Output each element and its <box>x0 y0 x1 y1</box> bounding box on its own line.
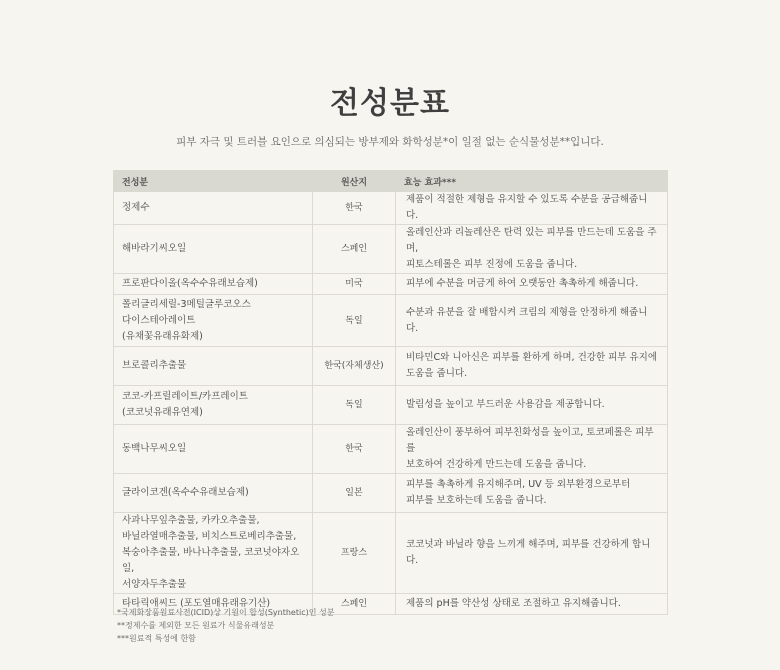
ingredient-name-line: 코코-카프릴레이트/카프레이트 <box>122 391 248 402</box>
ingredient-origin: 미국 <box>313 274 396 295</box>
ingredient-name-line: 폴리글리세릴-3메틸글루코오스 <box>122 298 251 310</box>
ingredient-effect-line: 코코넛과 바닐라 향을 느끼게 해주며, 피부를 건강하게 합니다. <box>406 539 651 566</box>
ingredient-effect-line: 제품이 적절한 제형을 유지할 수 있도록 수분을 공급해줍니다. <box>406 194 648 221</box>
ingredient-effect-line: 도움을 줍니다. <box>406 368 468 379</box>
table-row <box>114 274 668 295</box>
ingredient-origin: 한국(자체생산) <box>313 347 396 386</box>
ingredient-name-line: 다이스테아레이트 <box>122 314 196 326</box>
ingredient-effect-line: 피부를 보호하는데 도움을 줍니다. <box>406 495 547 506</box>
ingredient-name <box>114 386 313 425</box>
ingredient-effect <box>396 386 668 425</box>
table-row <box>114 386 668 425</box>
ingredient-effect-line: 제품의 pH를 약산성 상태로 조절하고 유지해줍니다. <box>406 598 621 609</box>
ingredient-name-line: 사과나무잎추출물, 카카오추출물, <box>122 515 260 526</box>
ingredient-effect <box>396 225 668 274</box>
table-row <box>114 513 668 594</box>
ingredient-name-line: 동백나무씨오일 <box>122 443 187 454</box>
ingredient-name-line: (코코넛유래유연제) <box>122 407 203 418</box>
ingredient-effect-line: 올레인산과 리놀레산은 탄력 있는 피부를 만드는데 도움을 주며, <box>406 227 657 254</box>
ingredient-effect <box>396 513 668 594</box>
ingredient-name-line: 복숭아추출물, 바나나추출물, 코코넛야자오일, <box>122 547 300 574</box>
ingredient-origin: 독일 <box>313 295 396 347</box>
header-effect: 효능 효과*** <box>396 171 668 192</box>
ingredients-table <box>113 170 668 615</box>
ingredient-name-line: 서양자두추출물 <box>122 579 187 590</box>
page-title: 전성분표 <box>330 86 450 121</box>
ingredient-effect <box>396 295 668 347</box>
ingredient-name <box>114 295 313 347</box>
ingredient-effect <box>396 594 668 615</box>
page-subtitle: 피부 자극 및 트러블 요인으로 의심되는 방부제와 화학성분*이 일절 없는 순식물성분**입니다. <box>176 136 604 148</box>
ingredient-effect <box>396 192 668 225</box>
footnote-1: *국제화장품원료사전(ICID)상 기원이 합성(Synthetic)인 성분 <box>117 608 335 617</box>
ingredient-name <box>114 274 313 295</box>
table-row <box>114 295 668 347</box>
ingredient-effect-line: 올레인산이 풍부하여 피부친화성을 높이고, 토코페롤은 피부를 <box>406 427 654 454</box>
ingredient-effect-line: 피토스테롤은 피부 진정에 도움을 줍니다. <box>406 259 578 270</box>
ingredient-effect <box>396 474 668 513</box>
table-row <box>114 225 668 274</box>
ingredient-name-line: 브로콜리추출물 <box>122 360 187 371</box>
footnote-3: ***원료적 특성에 한함 <box>117 634 196 643</box>
ingredient-origin: 일본 <box>313 474 396 513</box>
ingredient-effect-line: 발림성을 높이고 부드러운 사용감을 제공합니다. <box>406 399 605 410</box>
ingredient-name-line: 프로판다이올(옥수수유래보습제) <box>122 278 258 289</box>
ingredient-effect-line: 수분과 유분을 잘 배합시켜 크림의 제형을 안정하게 해줍니다. <box>406 306 648 334</box>
footnotes <box>117 606 334 645</box>
ingredient-effect-line: 비타민C와 니아신은 피부를 환하게 하며, 건강한 피부 유지에 <box>406 352 658 363</box>
ingredient-effect <box>396 425 668 474</box>
ingredient-origin: 한국 <box>313 425 396 474</box>
ingredient-name-line: 글라이코겐(옥수수유래보습제) <box>122 487 249 498</box>
ingredient-effect <box>396 274 668 295</box>
ingredient-effect-line: 피부에 수분을 머금게 하여 오랫동안 촉촉하게 해줍니다. <box>406 278 639 289</box>
header-origin: 원산지 <box>313 171 396 192</box>
ingredient-name <box>114 425 313 474</box>
ingredient-origin: 한국 <box>313 192 396 225</box>
ingredient-origin: 독일 <box>313 386 396 425</box>
footnote-2: **정제수를 제외한 모든 원료가 식물유래성분 <box>117 621 275 630</box>
ingredient-origin: 스페인 <box>313 225 396 274</box>
ingredient-name <box>114 225 313 274</box>
ingredient-effect-line: 보호하여 건강하게 만드는데 도움을 줍니다. <box>406 459 587 470</box>
ingredient-name-line: 정제수 <box>122 202 150 213</box>
table-row <box>114 425 668 474</box>
table-row <box>114 192 668 225</box>
ingredient-effect <box>396 347 668 386</box>
table-row <box>114 347 668 386</box>
ingredient-name <box>114 513 313 594</box>
table-header-row <box>114 171 668 192</box>
ingredient-effect-line: 피부를 촉촉하게 유지해주며, UV 등 외부환경으로부터 <box>406 479 631 490</box>
ingredient-name-line: 타타릭애씨드 (포도열매유래유기산) <box>122 598 271 609</box>
ingredient-name <box>114 347 313 386</box>
table-row <box>114 474 668 513</box>
ingredient-name <box>114 474 313 513</box>
ingredient-origin: 프랑스 <box>313 513 396 594</box>
ingredient-name <box>114 192 313 225</box>
ingredient-name-line: (유채꽃유래유화제) <box>122 330 203 342</box>
ingredient-origin: 스페인 <box>313 594 396 615</box>
header-ingredient: 전성분 <box>114 171 313 192</box>
ingredient-name-line: 바닐라열매추출물, 비치스트로베리추출물, <box>122 531 297 542</box>
ingredient-name-line: 해바라기씨오일 <box>122 243 187 254</box>
